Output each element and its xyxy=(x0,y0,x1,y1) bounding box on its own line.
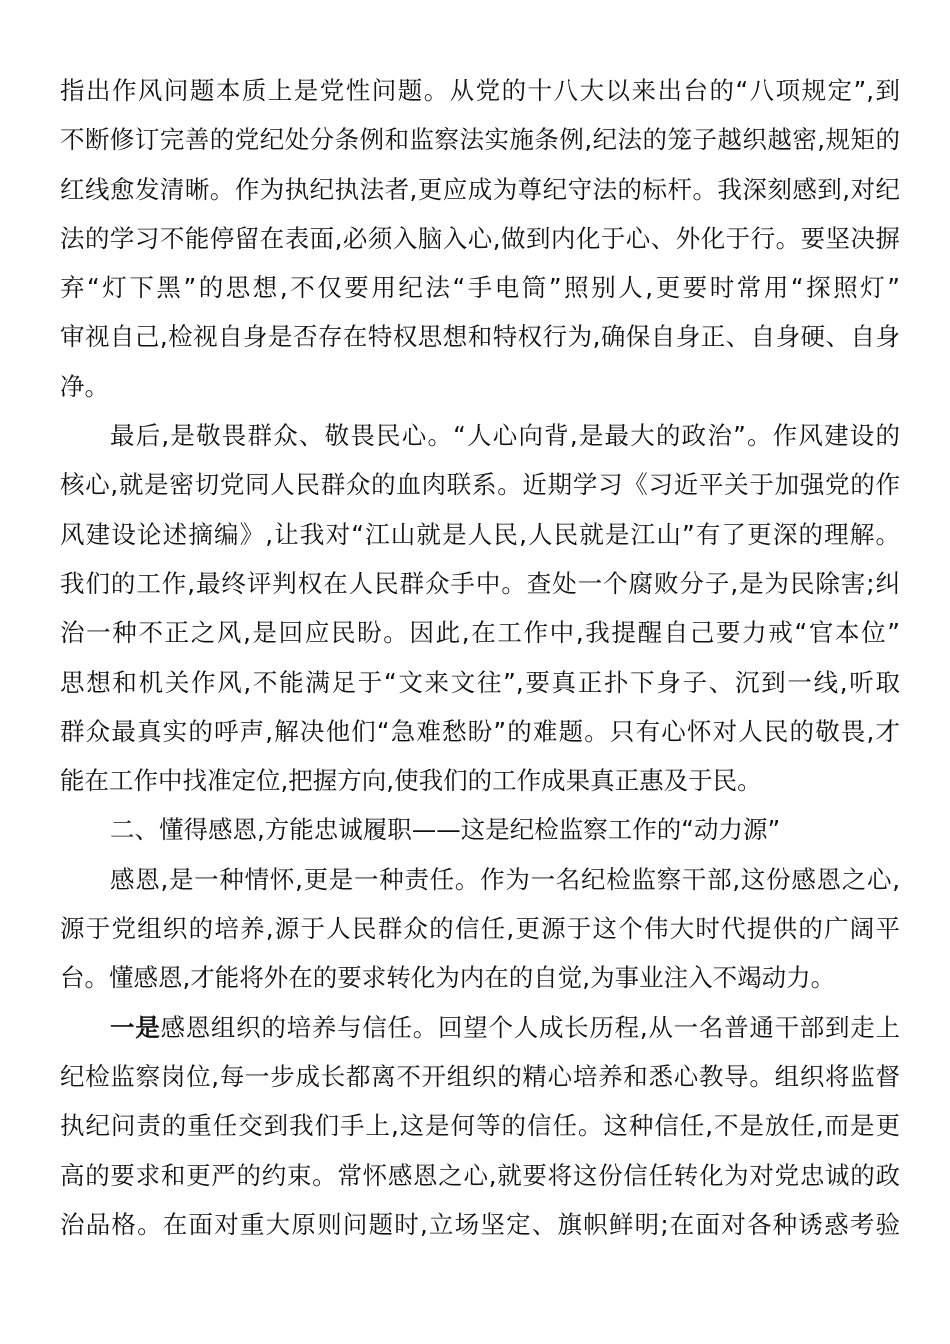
text-line: 纪检监察岗位,每一步成长都离不开组织的精心培养和悉心教导。组织将监督 xyxy=(60,1061,900,1091)
text-line: 群众最真实的呼声,解决他们“急难愁盼”的难题。只有心怀对人民的敬畏,才 xyxy=(60,716,900,746)
text-line: 思想和机关作风,不能满足于“文来文往”,要真正扑下身子、沉到一线,听取 xyxy=(60,667,900,697)
text-line: 净。 xyxy=(60,371,109,401)
text-line: 指出作风问题本质上是党性问题。从党的十八大以来出台的“八项规定”,到 xyxy=(60,76,900,105)
text-line: 能在工作中找准定位,把握方向,使我们的工作成果真正惠及于民。 xyxy=(60,766,762,796)
text-line: 弃“灯下黑”的思想,不仅要用纪法“手电筒”照别人,更要时常用“探照灯” xyxy=(60,273,900,303)
text-line: 红线愈发清晰。作为执纪执法者,更应成为尊纪守法的标杆。我深刻感到,对纪 xyxy=(60,174,900,204)
text-line: 我们的工作,最终评判权在人民群众手中。查处一个腐败分子,是为民除害;纠 xyxy=(60,568,900,598)
bold-lead: 一是 xyxy=(110,1012,161,1042)
text-line: 审视自己,检视自身是否存在特权思想和特权行为,确保自身正、自身硬、自身 xyxy=(60,322,900,352)
section-heading: 二、懂得感恩,方能忠诚履职——这是纪检监察工作的“动力源” xyxy=(110,815,781,845)
text-line: 治品格。在面对重大原则问题时,立场坚定、旗帜鲜明;在面对各种诱惑考验 xyxy=(60,1209,900,1239)
text-line-rest: 感恩组织的培养与信任。回望个人成长历程,从一名普通干部到走上 xyxy=(160,1012,900,1042)
text-line xyxy=(60,1003,900,1052)
document-body xyxy=(60,66,900,1249)
text-line: 法的学习不能停留在表面,必须入脑入心,做到内化于心、外化于行。要坚决摒 xyxy=(60,223,900,253)
text-line: 风建设论述摘编》,让我对“江山就是人民,人民就是江山”有了更深的理解。 xyxy=(60,519,900,549)
text-line: 台。懂感恩,才能将外在的要求转化为内在的自觉,为事业注入不竭动力。 xyxy=(60,963,836,993)
text-line: 核心,就是密切党同人民群众的血肉联系。近期学习《习近平关于加强党的作 xyxy=(60,470,900,500)
text-line: 最后,是敬畏群众、敬畏民心。“人心向背,是最大的政治”。作风建设的 xyxy=(110,421,900,451)
text-line: 不断修订完善的党纪处分条例和监察法实施条例,纪法的笼子越织越密,规矩的 xyxy=(60,125,900,155)
text-line: 高的要求和更严的约束。常怀感恩之心,就要将这份信任转化为对党忠诚的政 xyxy=(60,1160,900,1190)
text-line: 治一种不正之风,是回应民盼。因此,在工作中,我提醒自己要力戒“官本位” xyxy=(60,618,900,648)
text-line: 执纪问责的重任交到我们手上,这是何等的信任。这种信任,不是放任,而是更 xyxy=(60,1111,900,1141)
text-line: 源于党组织的培养,源于人民群众的信任,更源于这个伟大时代提供的广阔平 xyxy=(60,914,900,944)
text-line: 感恩,是一种情怀,更是一种责任。作为一名纪检监察干部,这份感恩之心, xyxy=(110,864,900,894)
